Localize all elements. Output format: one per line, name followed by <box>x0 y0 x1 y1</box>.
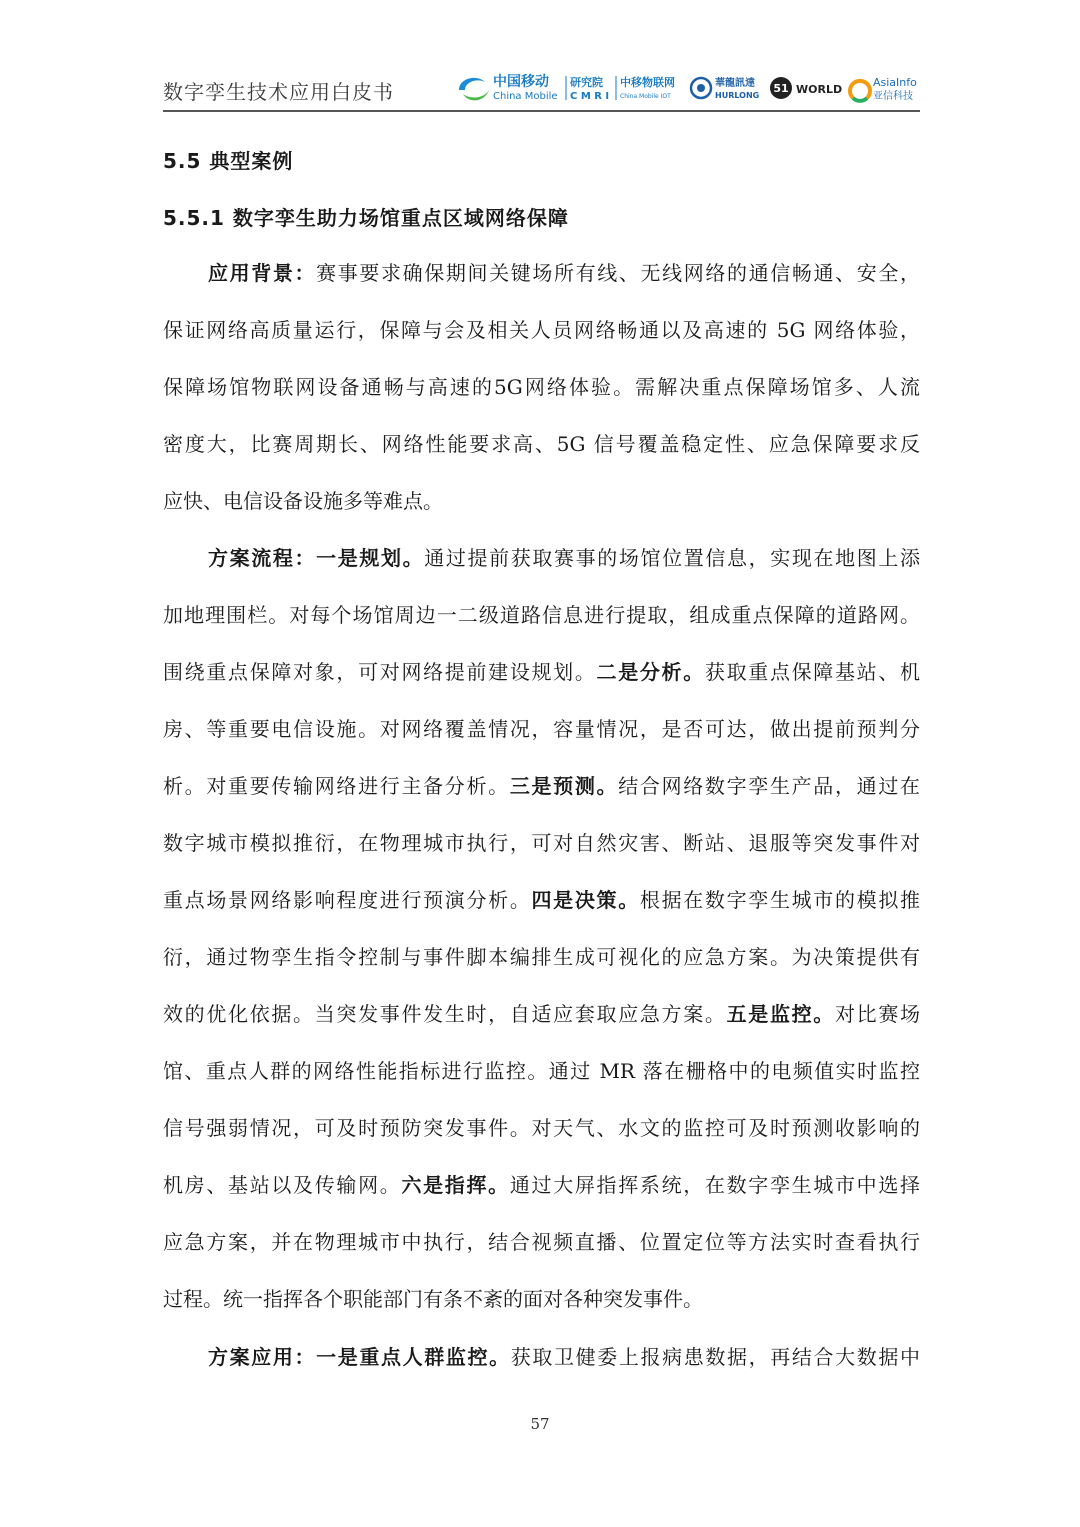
china-mobile-en: China Mobile <box>493 91 558 102</box>
page-header <box>163 68 920 110</box>
51world-mark: 51 <box>773 82 789 95</box>
text-line <box>163 1168 920 1225</box>
text-line <box>163 769 920 826</box>
text-run: 效的优化依据。当突发事件发生时，自适应套取应急方案。 <box>163 1002 727 1026</box>
51world-text: WORLD <box>796 83 843 96</box>
text-line <box>163 997 920 1054</box>
text-run: 加地理围栏。对每个场馆周边一二级道路信息进行提取，组成重点保障的道路网。 <box>163 603 920 627</box>
text-run: 应快、电信设备设施多等难点。 <box>163 489 443 513</box>
text-line <box>163 712 920 769</box>
text-line <box>163 1225 920 1282</box>
text-run: 析。对重要传输网络进行主备分析。 <box>163 774 510 798</box>
text-line <box>163 313 920 370</box>
text-run: 过程。统一指挥各个职能部门有条不紊的面对各种突发事件。 <box>163 1287 703 1311</box>
cmri-en: C M R I <box>570 91 610 102</box>
text-run: 通过提前获取赛事的场馆位置信息，实现在地图上添 <box>424 546 920 570</box>
text-run: 赛事要求确保期间关键场所有线、无线网络的通信畅通、安全， <box>316 261 920 285</box>
bold-run: 四是决策。 <box>531 888 640 912</box>
cmri-cn: 研究院 <box>570 76 603 89</box>
bold-run: 方案应用：一是重点人群监控。 <box>208 1345 511 1369</box>
text-run: 重点场景网络影响程度进行预演分析。 <box>163 888 532 912</box>
asiainfo-cn: 亚信科技 <box>873 91 913 102</box>
text-run: 保证网络高质量运行，保障与会及相关人员网络畅通以及高速的 5G 网络体验， <box>163 318 920 342</box>
bold-run: 方案流程：一是规划。 <box>208 546 425 570</box>
hurlong-en: HURLONG <box>715 91 760 100</box>
bold-run: 六是指挥。 <box>401 1173 510 1197</box>
text-line <box>163 427 920 484</box>
51world-logo <box>770 77 842 99</box>
text-line <box>163 1340 920 1397</box>
iot-cn: 中移物联网 <box>620 76 675 89</box>
text-run: 获取重点保障基站、机 <box>704 660 921 684</box>
text-run: 数字城市模拟推衍，在物理城市执行，可对自然灾害、断站、退服等突发事件对 <box>163 831 920 855</box>
text-line <box>163 1054 920 1111</box>
hurlong-logo <box>691 76 759 100</box>
text-run: 衍，通过物孪生指令控制与事件脚本编排生成可视化的应急方案。为决策提供有 <box>163 945 920 969</box>
cmri-logo <box>570 75 609 102</box>
hurlong-cn: 華龍訊達 <box>715 78 755 89</box>
text-run: 馆、重点人群的网络性能指标进行监控。通过 MR 落在栅格中的电频值实时监控 <box>163 1059 920 1083</box>
text-run: 结合网络数字孪生产品，通过在 <box>618 774 921 798</box>
text-run: 根据在数字孪生城市的模拟推 <box>639 888 921 912</box>
text-run: 通过大屏指挥系统，在数字孪生城市中选择 <box>509 1173 921 1197</box>
paragraph-application <box>163 1340 920 1397</box>
asiainfo-en: AsiaInfo <box>873 76 917 89</box>
text-run: 围绕重点保障对象，可对网络提前建设规划。 <box>163 660 597 684</box>
text-line <box>163 1282 920 1339</box>
text-run: 保障场馆物联网设备通畅与高速的5G网络体验。需解决重点保障场馆多、人流 <box>163 375 920 399</box>
text-run: 获取卫健委上报病患数据，再结合大数据中 <box>510 1345 920 1369</box>
paragraph-background <box>163 256 920 541</box>
section-heading: 5.5 典型案例 <box>163 149 294 173</box>
china-mobile-iot-logo <box>620 75 675 100</box>
text-line <box>163 1111 920 1168</box>
text-run: 密度大，比赛周期长、网络性能要求高、5G 信号覆盖稳定性、应急保障要求反 <box>163 432 920 456</box>
text-line <box>163 655 920 712</box>
text-run: 应急方案，并在物理城市中执行，结合视频直播、位置定位等方法实时查看执行 <box>163 1230 920 1254</box>
text-line <box>163 256 920 313</box>
bold-run: 五是监控。 <box>726 1002 835 1026</box>
asiainfo-logo <box>850 76 917 102</box>
bold-run: 三是预测。 <box>509 774 619 798</box>
header-divider <box>163 110 920 112</box>
bold-run: 应用背景： <box>208 261 317 285</box>
text-line <box>163 541 920 598</box>
text-line <box>163 940 920 997</box>
text-line <box>163 370 920 427</box>
china-mobile-cn: 中国移动 <box>493 74 549 90</box>
page-number: 57 <box>530 1415 550 1433</box>
paragraph-process <box>163 541 920 1339</box>
china-mobile-logo <box>459 73 558 102</box>
subsection-heading: 5.5.1 数字孪生助力场馆重点区域网络保障 <box>163 206 569 230</box>
partner-logos <box>455 70 920 106</box>
text-run: 信号强弱情况，可及时预防突发事件。对天气、水文的监控可及时预测收影响的 <box>163 1116 920 1140</box>
text-line <box>163 598 920 655</box>
text-line <box>163 484 920 541</box>
text-line <box>163 883 920 940</box>
text-run: 房、等重要电信设施。对网络覆盖情况，容量情况，是否可达，做出提前预判分 <box>163 717 920 741</box>
iot-en: China Mobile IOT <box>620 93 671 100</box>
text-line <box>163 826 920 883</box>
text-run: 对比赛场 <box>834 1002 921 1026</box>
header-title: 数字孪生技术应用白皮书 <box>163 80 394 104</box>
bold-run: 二是分析。 <box>596 660 705 684</box>
text-run: 机房、基站以及传输网。 <box>163 1173 402 1197</box>
